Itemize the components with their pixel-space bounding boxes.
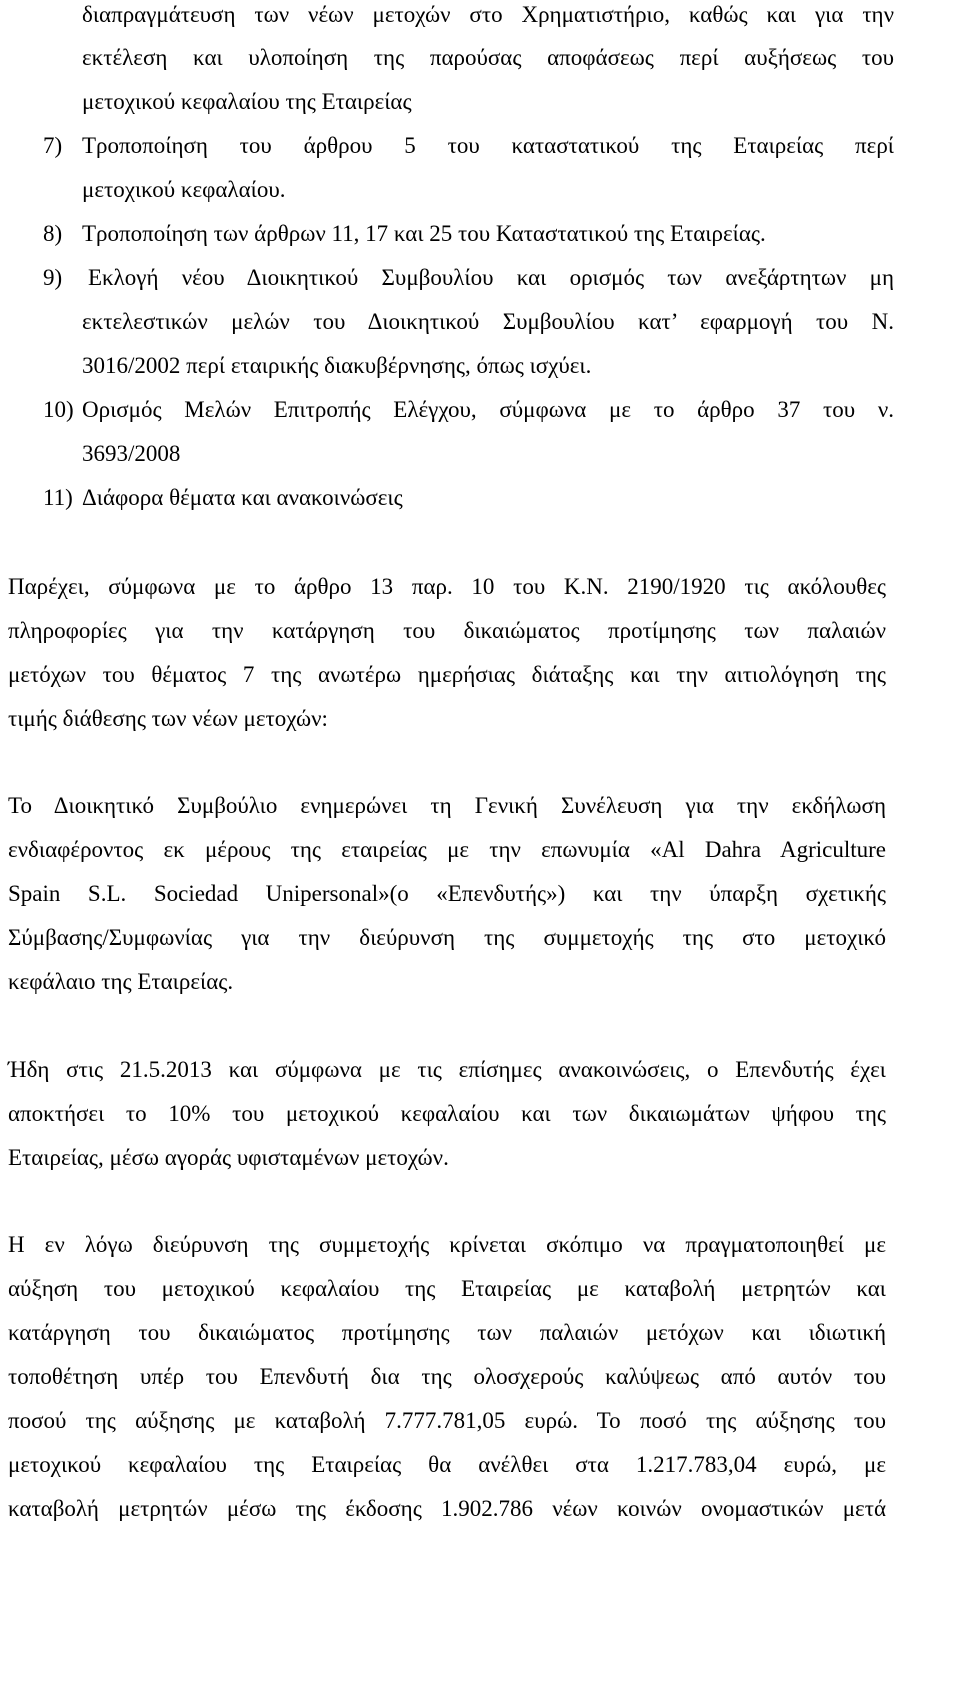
paragraph-line: κατάργηση του δικαιώματος προτίμησης των παλαιών μετόχων και ιδιωτική xyxy=(8,1320,886,1345)
list-item-text: 3016/2002 περί εταιρικής διακυβέρνησης, όπως ισχύει. xyxy=(82,353,592,378)
paragraph-line: Εταιρείας, μέσω αγοράς υφισταμένων μετοχών. xyxy=(8,1145,449,1170)
paragraph-line: αύξηση του μετοχικού κεφαλαίου της Εταιρείας με καταβολή μετρητών και xyxy=(8,1276,886,1301)
list-item-number: 11) xyxy=(43,485,73,510)
paragraph-line: μετόχων του θέματος 7 της ανωτέρω ημερήσιας διάταξης και την αιτιολόγηση της xyxy=(8,662,886,687)
list-item-text: Ορισμός Μελών Επιτροπής Ελέγχου, σύμφωνα με το άρθρο 37 του ν. xyxy=(82,397,894,422)
list-continuation-line-3: μετοχικού κεφαλαίου της Εταιρείας xyxy=(82,89,412,114)
list-item-text: Διάφορα θέματα και ανακοινώσεις xyxy=(82,485,403,510)
list-item-text: μετοχικού κεφαλαίου. xyxy=(82,177,286,202)
list-item-text: εκτελεστικών μελών του Διοικητικού Συμβουλίου κατ’ εφαρμογή του Ν. xyxy=(82,309,894,334)
list-item-number: 7) xyxy=(43,133,63,158)
paragraph-line: Παρέχει, σύμφωνα με το άρθρο 13 παρ. 10 του Κ.Ν. 2190/1920 τις ακόλουθες xyxy=(8,574,886,599)
list-item-number: 8) xyxy=(43,221,63,246)
paragraph-line: Σύμβασης/Συμφωνίας για την διεύρυνση της συμμετοχής της στο μετοχικό xyxy=(8,925,886,950)
paragraph-line: καταβολή μετρητών μέσω της έκδοσης 1.902.786 νέων κοινών ονομαστικών μετά xyxy=(8,1496,886,1521)
list-item-number: 10) xyxy=(43,397,74,422)
paragraph-line: Το Διοικητικό Συμβούλιο ενημερώνει τη Γενική Συνέλευση για την εκδήλωση xyxy=(8,793,886,818)
list-continuation-line-2: εκτέλεση και υλοποίηση της παρούσας αποφάσεως περί αυξήσεως του xyxy=(82,45,894,70)
list-item-text: Εκλογή νέου Διοικητικού Συμβουλίου και ορισμός των ανεξάρτητων μη xyxy=(88,265,894,290)
paragraph-line: ενδιαφέροντος εκ μέρους της εταιρείας με την επωνυμία «Al Dahra Agriculture xyxy=(8,837,886,862)
paragraph-line: τοποθέτηση υπέρ του Επενδυτή δια της ολοσχερούς καλύψεως από αυτόν του xyxy=(8,1364,886,1389)
list-item-text: Τροποποίηση των άρθρων 11, 17 και 25 του Καταστατικού της Εταιρείας. xyxy=(82,221,766,246)
list-item-number: 9) xyxy=(43,265,63,290)
paragraph-line: Η εν λόγω διεύρυνση της συμμετοχής κρίνεται σκόπιμο να πραγματοποιηθεί με xyxy=(8,1232,886,1257)
list-item-text: Τροποποίηση του άρθρου 5 του καταστατικού της Εταιρείας περί xyxy=(82,133,894,158)
paragraph-line: Spain S.L. Sociedad Unipersonal»(ο «Επενδυτής») και την ύπαρξη σχετικής xyxy=(8,881,886,906)
paragraph-line: ποσού της αύξησης με καταβολή 7.777.781,05 ευρώ. Το ποσό της αύξησης του xyxy=(8,1408,886,1433)
paragraph-line: Ήδη στις 21.5.2013 και σύμφωνα με τις επίσημες ανακοινώσεις, ο Επενδυτής έχει xyxy=(8,1057,886,1082)
list-continuation-line-1: διαπραγμάτευση των νέων μετοχών στο Χρηματιστήριο, καθώς και για την xyxy=(82,2,894,27)
list-item-text: 3693/2008 xyxy=(82,441,181,466)
paragraph-line: πληροφορίες για την κατάργηση του δικαιώματος προτίμησης των παλαιών xyxy=(8,618,886,643)
paragraph-line: κεφάλαιο της Εταιρείας. xyxy=(8,969,234,994)
paragraph-line: τιμής διάθεσης των νέων μετοχών: xyxy=(8,706,328,731)
paragraph-line: μετοχικού κεφαλαίου της Εταιρείας θα ανέλθει στα 1.217.783,04 ευρώ, με xyxy=(8,1452,886,1477)
paragraph-line: αποκτήσει το 10% του μετοχικού κεφαλαίου και των δικαιωμάτων ψήφου της xyxy=(8,1101,886,1126)
